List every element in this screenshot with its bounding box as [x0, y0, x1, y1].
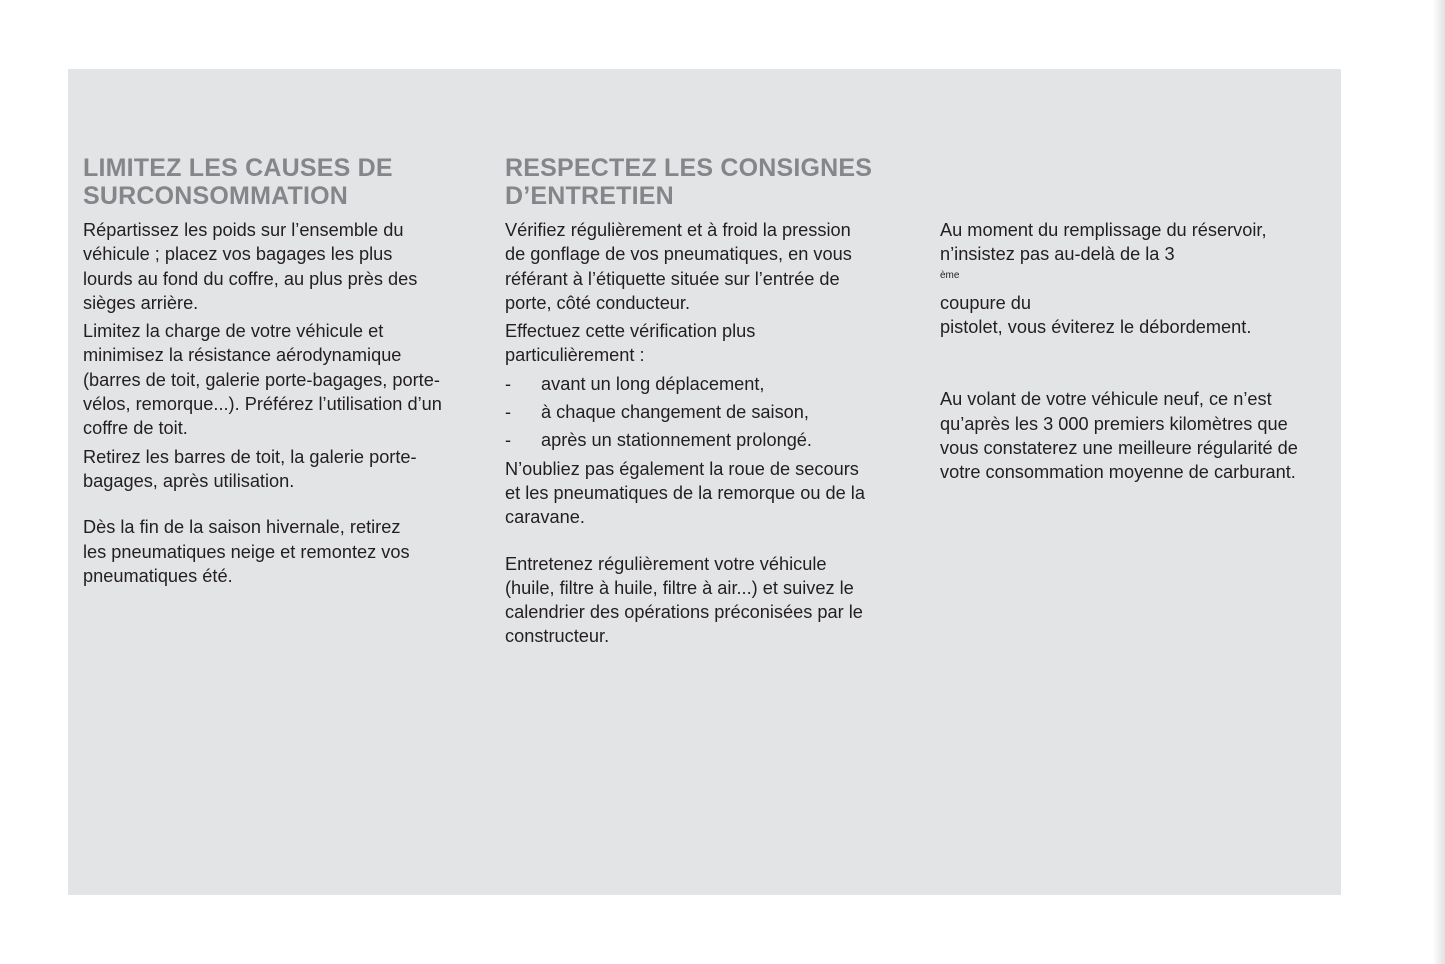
paragraph-regular-servicing: Entretenez régulièrement votre véhicule (huile, filtre à huile, filtre à air...) et suivez le calendrier des opérations préconisées par le constructeur. — [505, 553, 863, 647]
paragraph-limit-load: Limitez la charge de votre véhicule et minimisez la résistance aérodynamique (barres de toit, galerie porte-bagages, porte- vélos, remorque...). Préférez l’utilisation d’un coffre de toit. — [83, 321, 442, 439]
content-panel — [68, 69, 1341, 895]
bullet-dash: - — [505, 430, 512, 451]
list-item: - à chaque changement de saison, — [505, 400, 905, 424]
section-heading-reduce-overconsumption: LIMITEZ LES CAUSES DE SURCONSOMMATION — [83, 154, 393, 210]
bullet-dash: - — [505, 402, 512, 423]
list-item: - avant un long déplacement, — [505, 372, 905, 396]
paragraph-check-particularly: Effectuez cette vérification plus particulièrement : — [505, 321, 756, 366]
page-edge-shadow — [1433, 0, 1445, 964]
paragraph-weight-distribution: Répartissez les poids sur l’ensemble du véhicule ; placez vos bagages les plus lourds au fond du coffre, au plus près des sièges arrière. — [83, 220, 418, 313]
paragraph-spare-wheel: N’oubliez pas également la roue de secours et les pneumatiques de la remorque ou de la caravane. — [505, 458, 865, 528]
bullet-dash: - — [505, 373, 512, 394]
paragraph-winter-tyres: Dès la fin de la saison hivernale, retirez les pneumatiques neige et remontez vos pneumatiques été. — [83, 517, 410, 586]
section-body — [940, 218, 1330, 489]
paragraph-tank-filling: Au moment du remplissage du réservoir, n’insistez pas au-delà de la 3 $^{ème}$ coupure du pistolet, vous éviterez le débordement. — [940, 220, 1267, 338]
section-heading-maintenance: RESPECTEZ LES CONSIGNES D’ENTRETIEN — [505, 154, 873, 210]
paragraph-new-vehicle: Au volant de votre véhicule neuf, ce n’est qu’après les 3 000 premiers kilomètres que vous constaterez une meilleure régularité de votre consommation moyenne de carburant. — [940, 389, 1298, 483]
section-body — [505, 218, 905, 653]
section-body — [83, 218, 478, 592]
ordinal-suffix: ème — [940, 269, 960, 281]
list-item: - après un stationnement prolongé. — [505, 428, 905, 452]
paragraph-remove-roof-bars: Retirez les barres de toit, la galerie porte- bagages, après utilisation. — [83, 446, 417, 491]
paragraph-tyre-pressure: Vérifiez régulièrement et à froid la pression de gonflage de vos pneumatiques, en vous référant à l’étiquette située sur l’entrée de porte, côté conducteur. — [505, 220, 852, 313]
